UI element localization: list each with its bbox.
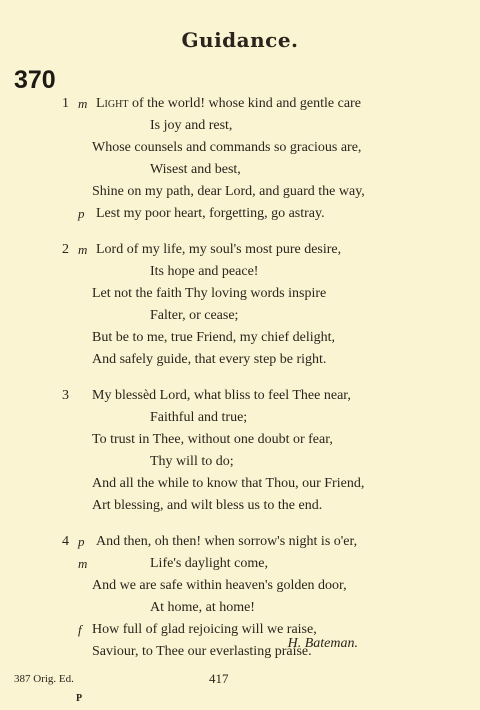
verse-line: Lord of my life, my soul's most pure desire, — [96, 242, 342, 257]
verse-number: 2 — [62, 242, 69, 257]
verse-line: Saviour, to Thee our everlasting praise. — [92, 644, 312, 659]
dynamic-mark: p — [78, 534, 85, 549]
verse-line: My blessèd Lord, what bliss to feel Thee near, — [92, 388, 351, 403]
verse-line: And we are safe within heaven's golden door, — [92, 578, 347, 593]
verse-line: Thy will to do; — [150, 454, 234, 469]
original-edition-ref: 387 Orig. Ed. — [14, 673, 74, 685]
verse-line: Its hope and peace! — [150, 264, 259, 279]
verse-line: Falter, or cease; — [150, 308, 239, 323]
verse-line: Is joy and rest, — [150, 118, 233, 133]
verse-number: 3 — [62, 388, 69, 403]
page-number: 417 — [209, 671, 229, 686]
dynamic-mark: m — [78, 556, 88, 571]
verse-line: Life's daylight come, — [150, 556, 268, 571]
verse-number: 1 — [62, 96, 69, 111]
verse-line: To trust in Thee, without one doubt or fear, — [92, 432, 333, 447]
verse-line: At home, at home! — [150, 600, 255, 615]
verse-line: Faithful and true; — [150, 410, 248, 425]
verse-number: 4 — [62, 534, 69, 549]
hymn-number: 370 — [14, 66, 56, 94]
verse-line: Lest my poor heart, forgetting, go astray. — [96, 206, 325, 221]
verse-line: And all the while to know that Thou, our Friend, — [92, 476, 365, 491]
verse-line: Shine on my path, dear Lord, and guard the way, — [92, 184, 365, 199]
dynamic-mark: f — [78, 622, 82, 637]
dynamic-mark: m — [78, 242, 88, 257]
verse-line: And then, oh then! when sorrow's night is o'er, — [96, 534, 358, 549]
verse-line: How full of glad rejoicing will we raise, — [92, 622, 317, 637]
verse-line: Wisest and best, — [150, 162, 241, 177]
dynamic-mark: m — [78, 96, 88, 111]
signature-mark: P — [76, 693, 83, 704]
author-attribution: H. Bateman. — [287, 636, 358, 651]
verse-line: Art blessing, and wilt bless us to the end. — [92, 498, 323, 513]
verse-line: Light of the world! whose kind and gentle care — [96, 96, 361, 111]
first-word-smallcaps: Light — [96, 96, 129, 111]
page-title: Guidance. — [181, 28, 299, 52]
verse-line: Let not the faith Thy loving words inspire — [92, 286, 327, 301]
verse-line: And safely guide, that every step be right. — [92, 352, 327, 367]
dynamic-mark: p — [78, 206, 85, 221]
verse-line: But be to me, true Friend, my chief delight, — [92, 330, 336, 345]
verse-line: Whose counsels and commands so gracious are, — [92, 140, 362, 155]
